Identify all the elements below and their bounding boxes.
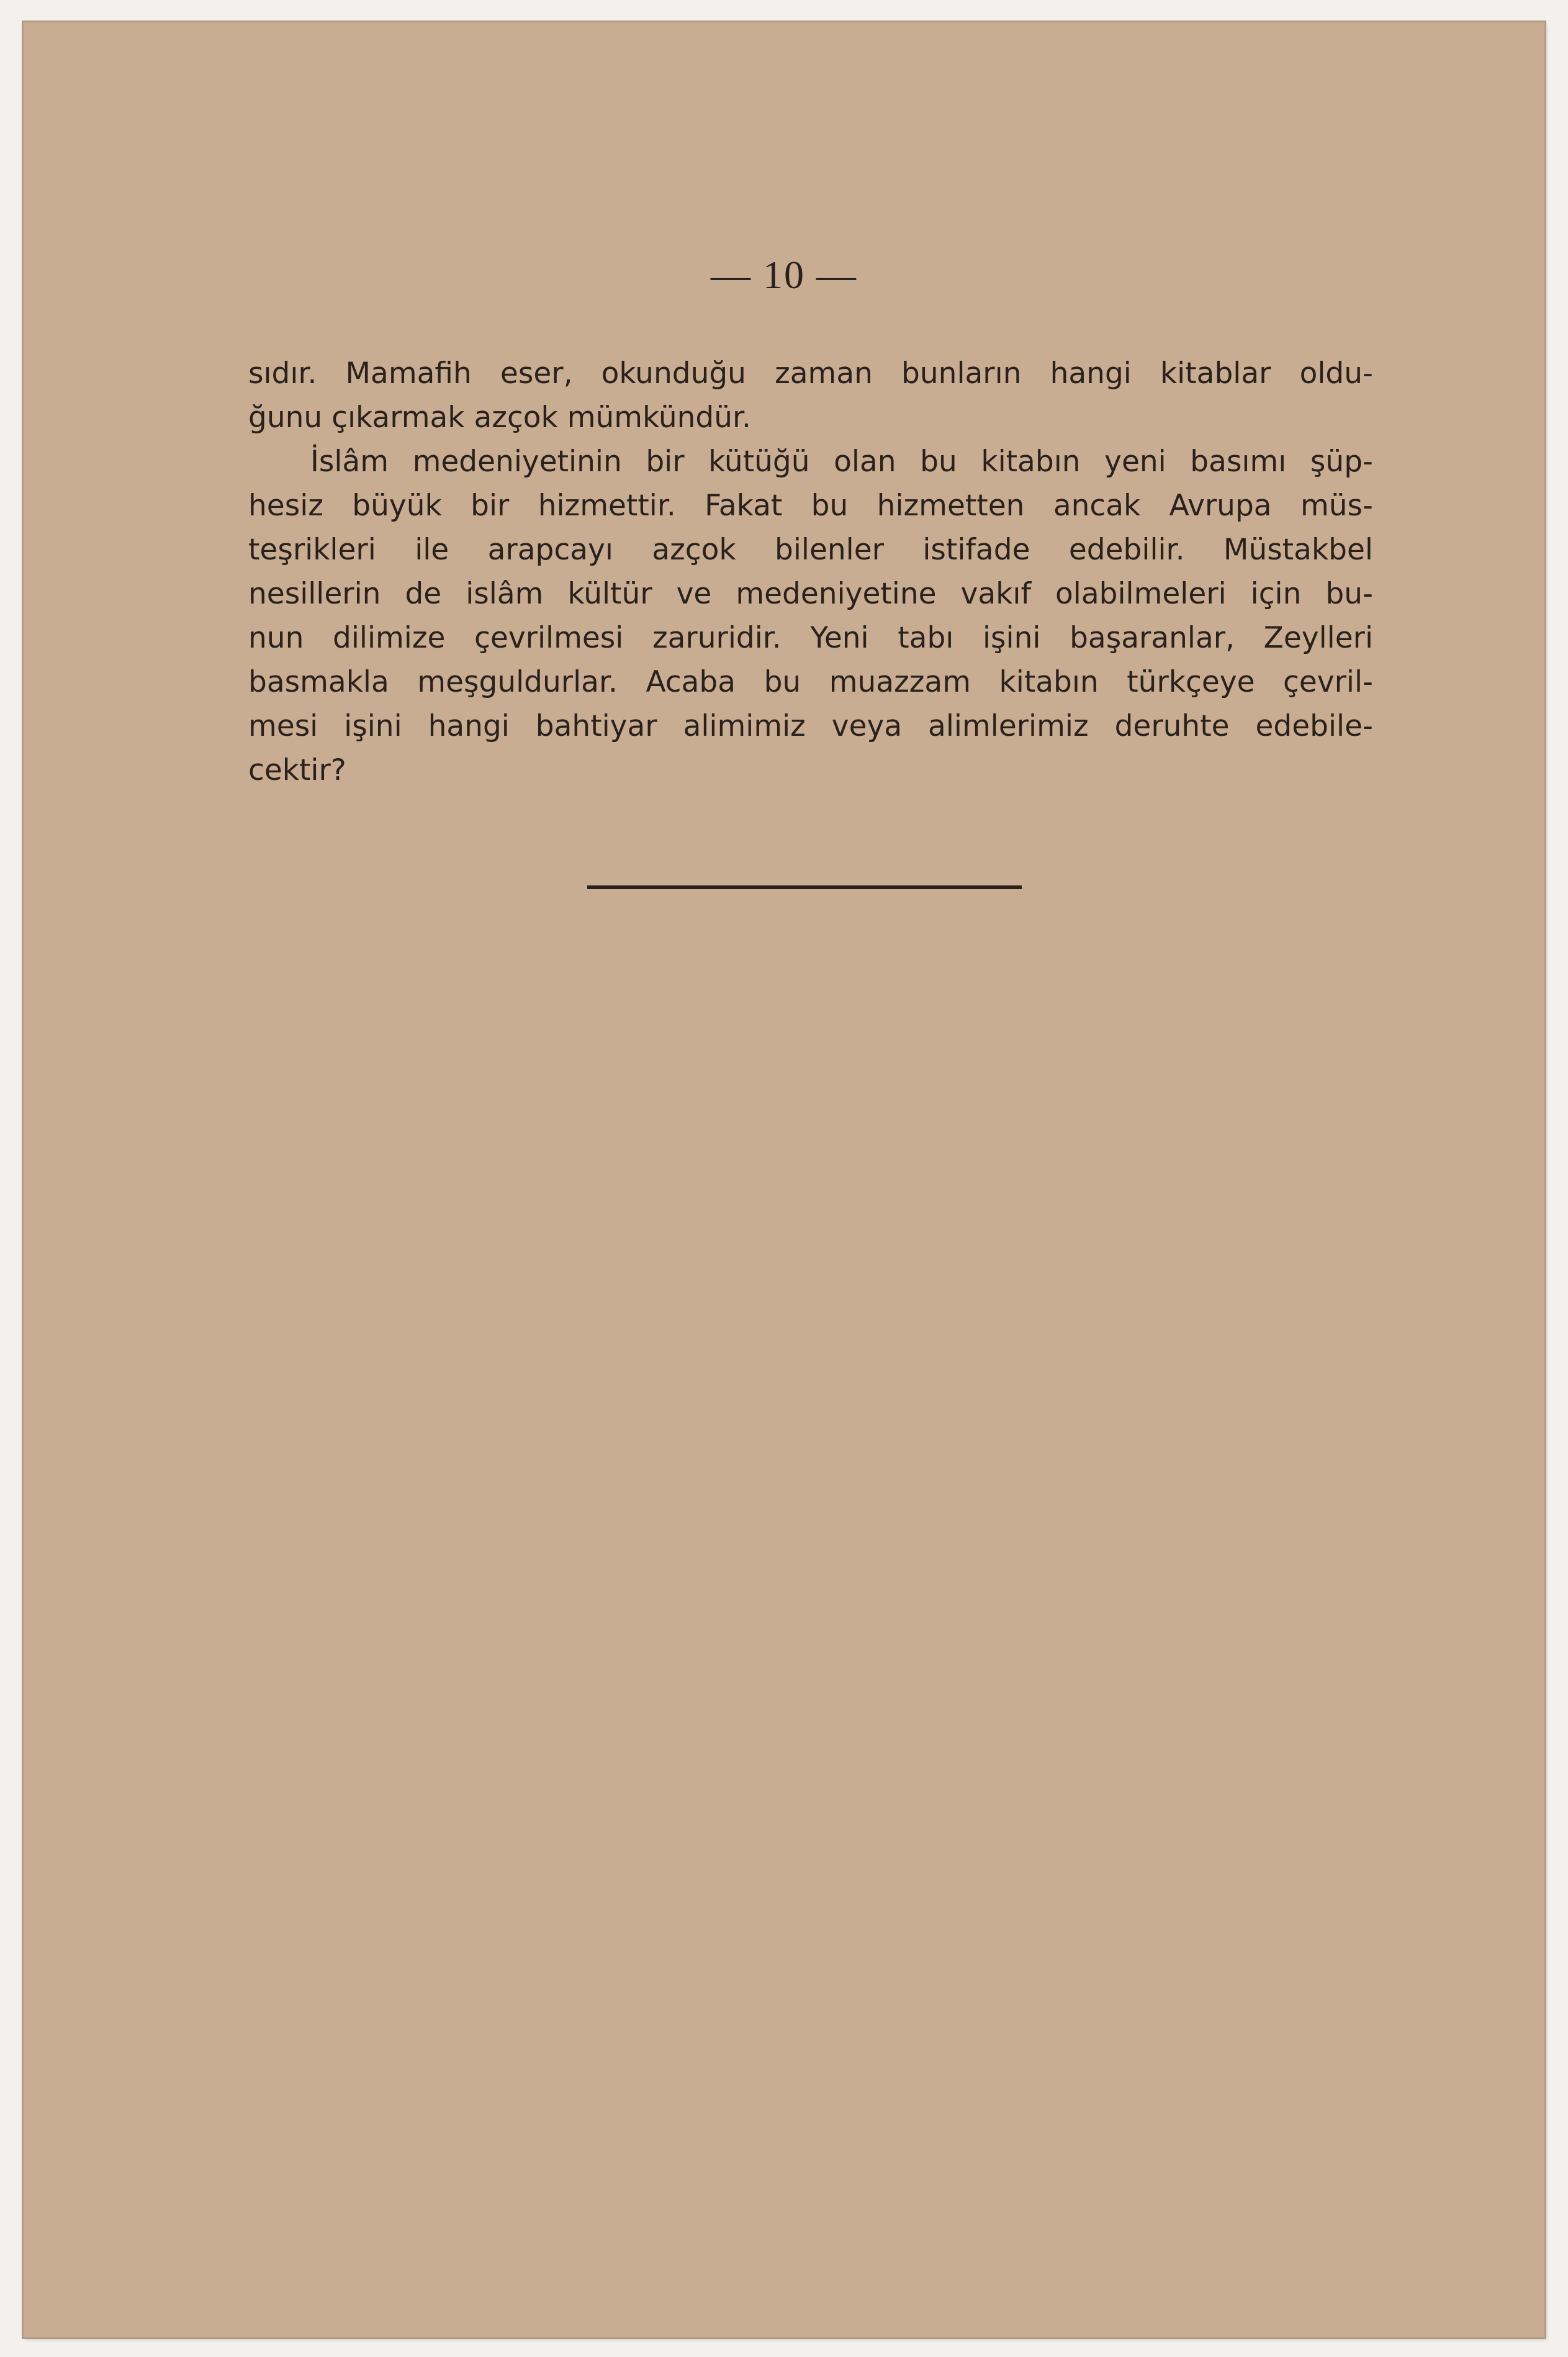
text-line: nun dilimize çevrilmesi zaruridir. Yeni tabı işini başaranlar, Zeylleri: [248, 621, 1373, 655]
text-line: teşrikleri ile arapcayı azçok bilenler istifade edebilir. Müstakbel: [248, 533, 1373, 567]
body-text: [248, 351, 1373, 792]
text-line: mesi işini hangi bahtiyar alimimiz veya alimlerimiz deruhte edebile-: [248, 709, 1373, 743]
text-line: İslâm medeniyetinin bir kütüğü olan bu kitabın yeni basımı şüp-: [310, 445, 1373, 479]
text-line: basmakla meşguldurlar. Acaba bu muazzam kitabın türkçeye çevril-: [248, 665, 1373, 699]
text-line: cektir?: [248, 753, 346, 787]
section-divider: [587, 885, 1022, 889]
text-line: nesillerin de islâm kültür ve medeniyetine vakıf olabilmeleri için bu-: [248, 577, 1373, 611]
text-line: hesiz büyük bir hizmettir. Fakat bu hizmetten ancak Avrupa müs-: [248, 489, 1373, 523]
document-page: [24, 22, 1544, 2337]
text-line: sıdır. Mamafih eser, okunduğu zaman bunların hangi kitablar oldu-: [248, 356, 1373, 391]
text-line: ğunu çıkarmak azçok mümkündür.: [248, 400, 751, 435]
page-number: — 10 —: [711, 253, 857, 297]
